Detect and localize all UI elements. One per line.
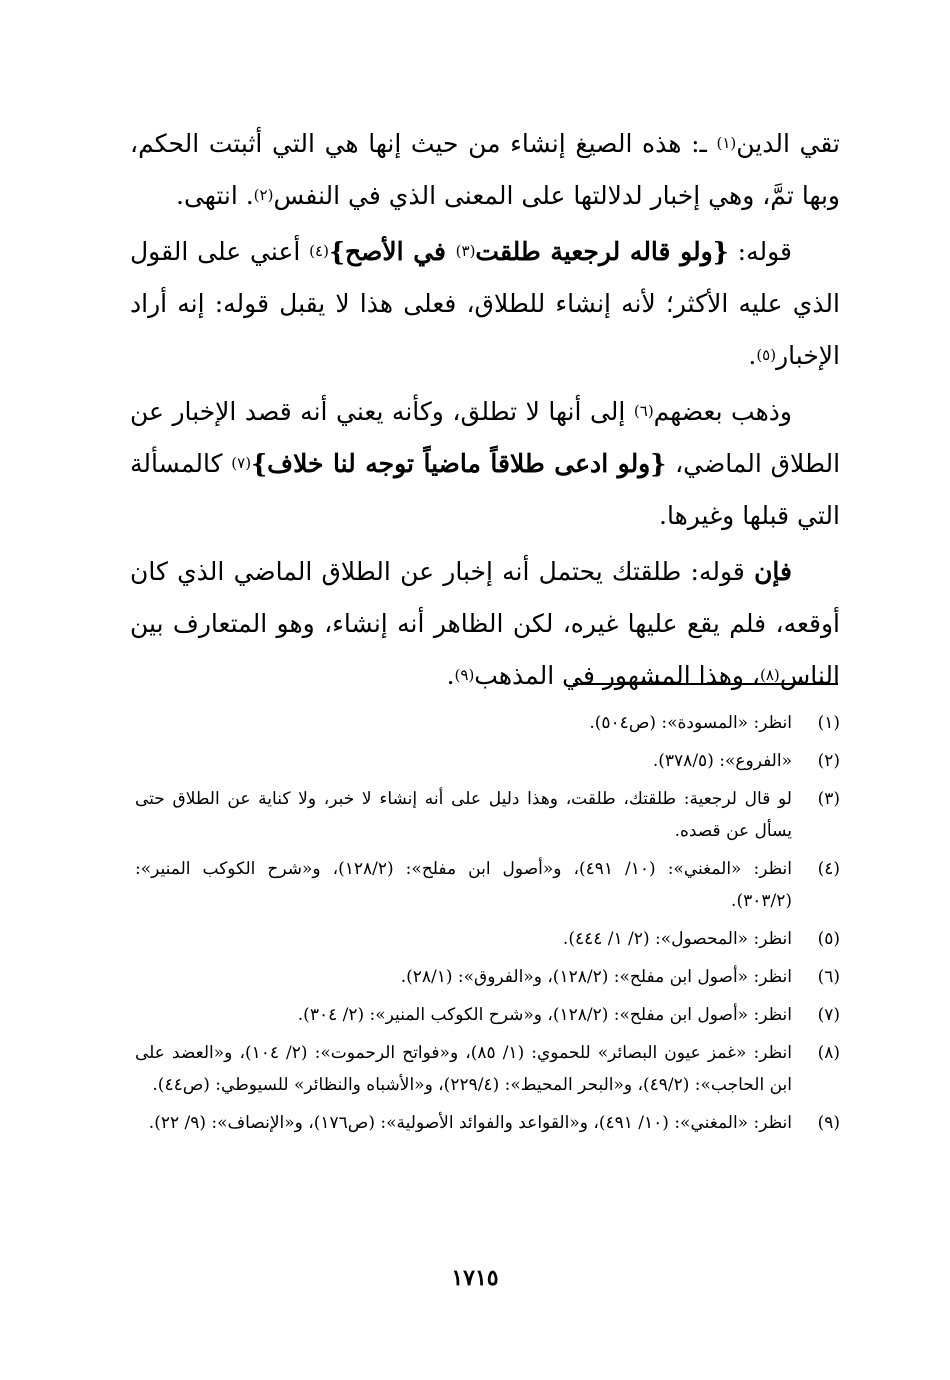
footnote-ref: (٦)	[633, 402, 654, 420]
paragraph-4	[130, 546, 840, 702]
footnote-text: انظر: «المسودة»: (ص٥٠٤).	[589, 713, 792, 733]
text-run: .	[748, 341, 757, 370]
footnote-text: «الفروع»: (٣٧٨/٥).	[652, 751, 792, 771]
footnote	[135, 783, 840, 847]
bold-quote: {ولو ادعى طلاقاً ماضياً توجه لنا خلاف}	[251, 449, 667, 478]
footnote	[135, 923, 840, 955]
footnote	[135, 961, 840, 993]
text-run: قوله:	[728, 237, 792, 266]
footnote-number: (٧)	[817, 1005, 840, 1025]
footnote	[135, 1037, 840, 1101]
bold-quote: في الأصح}	[328, 237, 456, 266]
footnote	[135, 853, 840, 917]
footnote-text: انظر: «أصول ابن مفلح»: (١٢٨/٢)، و«شرح الكوكب المنير»: (٢/ ٣٠٤).	[297, 1005, 792, 1025]
text-run: قوله: طلقتك يحتمل أنه إخبار عن الطلاق الماضي الذي كان أوقعه، فلم يقع عليها غيره، لكن الظاهر أنه إنشاء، وهو المتعارف بين الناس	[130, 557, 840, 690]
footnote-number: (٤)	[817, 859, 840, 879]
bold-quote: {ولو قاله لرجعية طلقت	[475, 237, 729, 266]
text-run: ـ: هذه الصيغ إنشاء من حيث إنها هي التي أثبتت الحكم، وبها تمَّ، وهي إخبار لدلالتها على المعنى الذي في النفس	[130, 129, 840, 210]
footnote-separator	[573, 683, 838, 685]
text-run: ، وهذا المشهور في المذهب	[474, 661, 760, 690]
text-run: .	[446, 661, 455, 690]
footnotes	[135, 707, 840, 1145]
footnote	[135, 707, 840, 739]
main-text	[130, 118, 840, 702]
footnote-number: (٢)	[817, 751, 840, 771]
text-run: كالمسألة التي قبلها وغيرها.	[130, 449, 840, 530]
footnote-number: (٣)	[817, 789, 840, 809]
footnote-number: (٩)	[817, 1113, 840, 1133]
paragraph-1	[130, 118, 840, 222]
footnote-text: انظر: «أصول ابن مفلح»: (١٢٨/٢)، و«الفروق»: (٢٨/١).	[400, 967, 792, 987]
text-run: . انتهى.	[176, 181, 254, 210]
footnote-ref: (٣)	[455, 242, 476, 260]
footnote-text: انظر: «المحصول»: (٢/ ١/ ٤٤٤).	[562, 929, 792, 949]
footnote-ref: (٧)	[231, 454, 252, 472]
paragraph-3	[130, 386, 840, 542]
footnote-number: (٦)	[817, 967, 840, 987]
footnote-text: لو قال لرجعية: طلقتك، طلقت، وهذا دليل على أنه إنشاء لا خبر، ولا كناية عن الطلاق حتى يسأل عن قصده.	[135, 789, 792, 841]
text-run: إلى أنها لا تطلق، وكأنه يعني أنه قصد الإخبار عن الطلاق الماضي،	[130, 397, 841, 478]
footnote-ref: (٤)	[309, 242, 329, 260]
footnote-text: انظر: «غمز عيون البصائر» للحموي: (١/ ٨٥)، و«فواتح الرحموت»: (٢/ ١٠٤)، و«العضد على ابن الحاجب»: (٤٩/٢)، و«البحر المحيط»: (٢٢٩/٤)، و«الأشباه والنظائر» للسيوطي: (ص٤٤).	[135, 1043, 792, 1095]
bold-word: فإن	[754, 557, 792, 586]
footnote-ref: (٩)	[454, 666, 475, 684]
footnote-ref: (١)	[716, 134, 737, 152]
footnote-text: انظر: «المغني»: (١٠/ ٤٩١)، و«القواعد والفوائد الأصولية»: (ص١٧٦)، و«الإنصاف»: (٩/ ٢٢).	[148, 1113, 792, 1133]
paragraph-2	[130, 226, 840, 382]
footnote-ref: (٢)	[253, 186, 274, 204]
text-run: أعني على القول الذي عليه الأكثر؛ لأنه إنشاء للطلاق، فعلى هذا لا يقبل قوله: إنه أراد الإخبار	[130, 237, 840, 370]
footnote	[135, 999, 840, 1031]
text-run: وذهب بعضهم	[653, 397, 792, 426]
footnote-text: انظر: «المغني»: (١٠/ ٤٩١)، و«أصول ابن مفلح»: (١٢٨/٢)، و«شرح الكوكب المنير»: (٣٠٣/٢).	[135, 859, 792, 911]
text-run: تقي الدين	[736, 129, 840, 158]
footnote-number: (٨)	[817, 1043, 840, 1063]
footnote-ref: (٨)	[759, 666, 780, 684]
footnote	[135, 1107, 840, 1139]
footnote-number: (٥)	[817, 929, 840, 949]
footnote-ref: (٥)	[756, 346, 777, 364]
footnote	[135, 745, 840, 777]
page-number: ١٧١٥	[451, 1265, 499, 1291]
footnote-number: (١)	[817, 713, 840, 733]
